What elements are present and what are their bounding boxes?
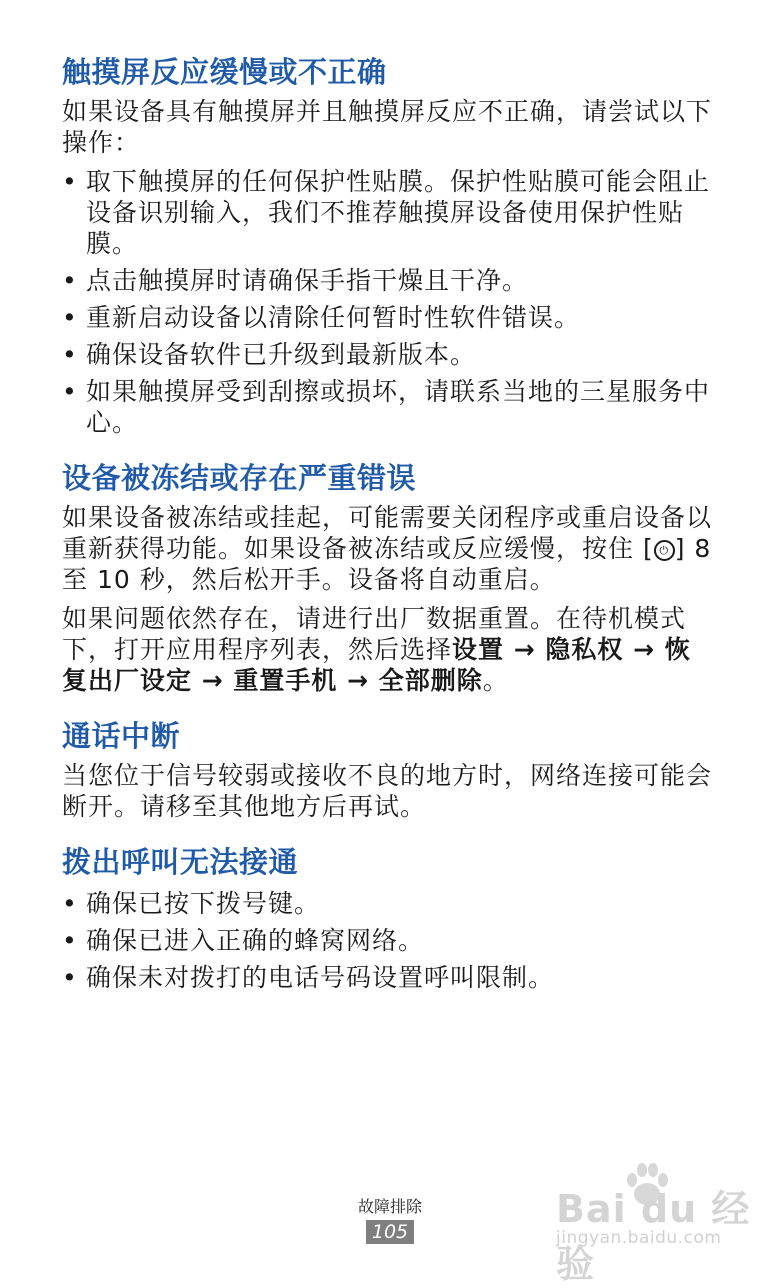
section-touchscreen <box>62 52 712 438</box>
watermark-url: jingyan.baidu.com <box>556 1228 722 1248</box>
paragraph: 如果设备具有触摸屏并且触摸屏反应不正确，请尝试以下操作： <box>62 97 713 157</box>
page-number: 105 <box>366 1220 414 1244</box>
menu-item-privacy: 隐私权 <box>545 635 624 664</box>
document-body <box>62 52 712 1013</box>
list-item: • 如果触摸屏受到刮擦或损坏，请联系当地的三星服务中心。 <box>62 377 711 437</box>
list-item: • 确保设备软件已升级到最新版本。 <box>62 340 477 369</box>
paragraph: 如果问题依然存在，请进行出厂数据重置。在待机模式下，打开应用程序列表，然后选择设置 → 隐私权 → 恢复出厂设定 → 重置手机 → 全部删除。 <box>62 604 691 695</box>
paragraph: 如果设备被冻结或挂起，可能需要关闭程序或重启设备以重新获得功能。如果设备被冻结或反应缓慢，按住 [ ⏻ ] 8 至 10 秒，然后松开手。设备将自动重启。 <box>62 503 713 594</box>
menu-item-factory-reset: 恢复出厂设定 <box>62 635 691 695</box>
section-title: 通话中断 <box>62 719 181 753</box>
power-key-icon: ⏻ <box>654 540 675 561</box>
watermark-logo: Bai du 经验 <box>556 1187 751 1286</box>
menu-item-settings: 设置 <box>452 635 505 664</box>
list-item: • 确保已进入正确的蜂窝网络。 <box>62 926 425 955</box>
chapter-label: 故障排除 <box>357 1197 422 1216</box>
list-item: • 点击触摸屏时请确保手指干燥且干净。 <box>62 266 529 295</box>
list-item: • 重新启动设备以清除任何暂时性软件错误。 <box>62 303 581 332</box>
list-item: • 取下触摸屏的任何保护性贴膜。保护性贴膜可能会阻止设备识别输入，我们不推荐触摸屏设备使用保护性贴膜。 <box>62 167 711 258</box>
menu-item-delete-all: 全部删除 <box>378 666 483 695</box>
list-item: • 确保未对拨打的电话号码设置呼叫限制。 <box>62 963 555 992</box>
section-title: 拨出呼叫无法接通 <box>62 845 299 879</box>
bullet-list <box>62 888 712 993</box>
menu-item-reset-phone: 重置手机 <box>233 666 338 695</box>
paragraph: 当您位于信号较弱或接收不良的地方时，网络连接可能会断开。请移至其他地方后再试。 <box>62 761 713 821</box>
section-call-dropped <box>62 716 712 822</box>
bullet-list <box>62 166 712 438</box>
section-title: 设备被冻结或存在严重错误 <box>62 461 417 495</box>
section-title: 触摸屏反应缓慢或不正确 <box>62 55 387 89</box>
section-outgoing-calls <box>62 842 712 993</box>
section-frozen-device <box>62 458 712 696</box>
list-item: • 确保已按下拨号键。 <box>62 889 321 918</box>
baidu-watermark <box>556 1160 756 1286</box>
